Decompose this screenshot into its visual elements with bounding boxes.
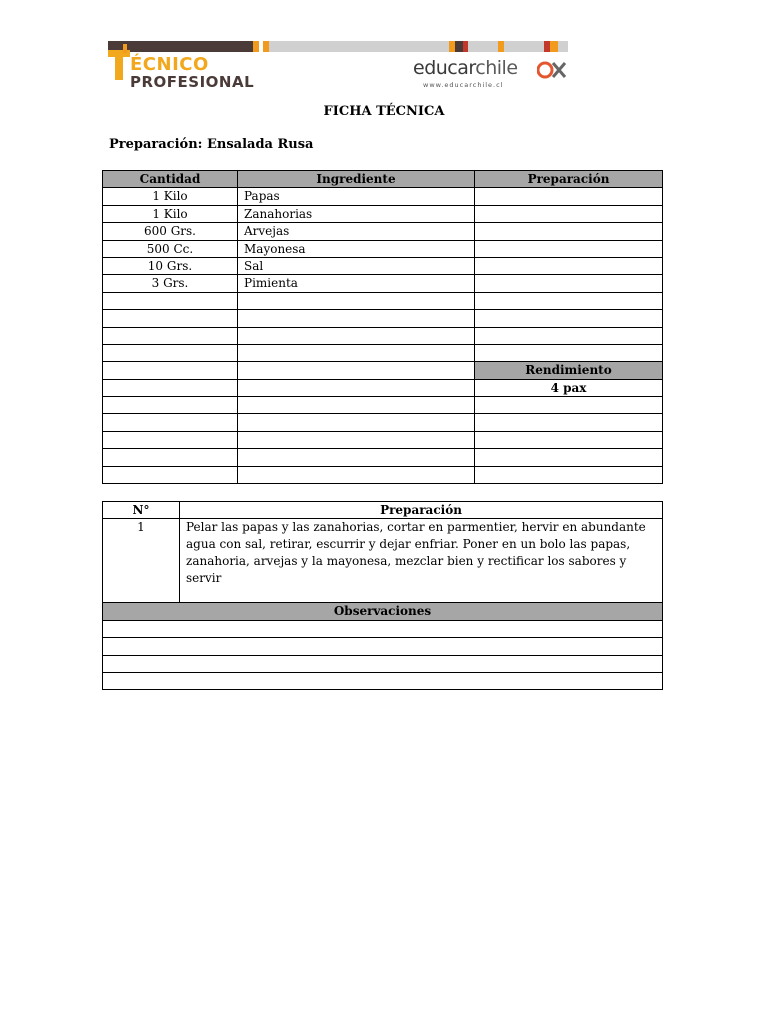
ingredient-cell: Zanahorias [238, 205, 475, 222]
empty-cell [475, 257, 663, 274]
yield-label-cell: Rendimiento [475, 362, 663, 379]
banner-stripe [455, 41, 463, 52]
step-text-cell: Pelar las papas y las zanahorias, cortar en parmentier, hervir en abundante agua con sal, retirar, escurrir y dejar enfriar. Poner en un bolo las papas, zanahoria, arvejas y la mayonesa, mezclar bien y rectificar los sabores y servir [180, 519, 663, 603]
empty-cell [238, 327, 475, 344]
logo-profesional-text: PROFESIONAL [130, 73, 255, 91]
quantity-cell: 1 Kilo [103, 205, 238, 222]
quantity-cell: 1 Kilo [103, 188, 238, 205]
table-row [103, 466, 663, 483]
empty-cell [103, 672, 663, 689]
empty-cell [475, 188, 663, 205]
empty-cell [238, 397, 475, 414]
ingredient-cell: Mayonesa [238, 240, 475, 257]
table-row [103, 292, 663, 309]
empty-cell [238, 344, 475, 361]
quantity-cell: 500 Cc. [103, 240, 238, 257]
educarchile-wordmark-part: chile [475, 57, 518, 79]
empty-cell [103, 620, 663, 637]
empty-cell [103, 638, 663, 655]
observation-row [103, 620, 663, 637]
empty-cell [238, 449, 475, 466]
steps-header-row [103, 502, 663, 519]
empty-cell [238, 362, 475, 379]
table-row [103, 257, 663, 274]
observations-header: Observaciones [103, 603, 663, 620]
column-header-number: N° [103, 502, 180, 519]
empty-cell [475, 327, 663, 344]
logo-tecnico-text: ÉCNICO [130, 54, 209, 75]
step-number-cell: 1 [103, 519, 180, 603]
empty-cell [103, 310, 238, 327]
educarchile-url: www.educarchile.cl [423, 81, 504, 89]
empty-cell [103, 655, 663, 672]
table-row [103, 362, 663, 379]
empty-cell [103, 327, 238, 344]
empty-cell [103, 449, 238, 466]
empty-cell [475, 344, 663, 361]
step-row [103, 519, 663, 603]
empty-cell [475, 310, 663, 327]
table-row [103, 240, 663, 257]
empty-cell [103, 379, 238, 396]
observations-header-row [103, 603, 663, 620]
empty-cell [475, 240, 663, 257]
column-header-preparacion: Preparación [180, 502, 663, 519]
column-header-preparacion: Preparación [475, 171, 663, 188]
empty-cell [238, 414, 475, 431]
table-row [103, 205, 663, 222]
table-row [103, 310, 663, 327]
educarchile-logo [413, 57, 568, 91]
observation-row [103, 672, 663, 689]
empty-cell [475, 205, 663, 222]
educarchile-wordmark [413, 57, 518, 79]
empty-cell [475, 466, 663, 483]
banner-stripe [504, 41, 544, 52]
ingredient-cell: Papas [238, 188, 475, 205]
header-banner [108, 41, 568, 93]
observation-row [103, 655, 663, 672]
empty-cell [475, 397, 663, 414]
empty-cell [103, 362, 238, 379]
empty-cell [475, 449, 663, 466]
table-row [103, 344, 663, 361]
banner-stripe [550, 41, 558, 52]
empty-cell [238, 310, 475, 327]
empty-cell [238, 466, 475, 483]
quantity-cell: 10 Grs. [103, 257, 238, 274]
column-header-cantidad: Cantidad [103, 171, 238, 188]
empty-cell [103, 397, 238, 414]
empty-cell [103, 292, 238, 309]
empty-cell [103, 414, 238, 431]
empty-cell [103, 344, 238, 361]
yield-value-cell: 4 pax [475, 379, 663, 396]
observation-row [103, 638, 663, 655]
banner-stripe [269, 41, 449, 52]
table-row [103, 449, 663, 466]
empty-cell [238, 431, 475, 448]
ingredient-cell: Sal [238, 257, 475, 274]
table-row [103, 327, 663, 344]
empty-cell [475, 223, 663, 240]
ingredient-cell: Pimienta [238, 275, 475, 292]
ingredient-cell: Arvejas [238, 223, 475, 240]
empty-cell [475, 414, 663, 431]
ingredients-table [102, 170, 663, 484]
table-row [103, 397, 663, 414]
empty-cell [238, 292, 475, 309]
empty-cell [103, 431, 238, 448]
table-row [103, 275, 663, 292]
table-row [103, 414, 663, 431]
table-row [103, 223, 663, 240]
empty-cell [475, 292, 663, 309]
empty-cell [103, 466, 238, 483]
preparation-heading: Preparación: Ensalada Rusa [109, 137, 314, 152]
banner-stripe [558, 41, 568, 52]
document-title: FICHA TÉCNICA [323, 104, 445, 119]
tecnico-t-mark-icon [108, 42, 130, 82]
table-row [103, 188, 663, 205]
empty-cell [475, 431, 663, 448]
table-row [103, 431, 663, 448]
quantity-cell: 600 Grs. [103, 223, 238, 240]
tecnico-profesional-logo [108, 52, 278, 92]
table-row [103, 379, 663, 396]
empty-cell [238, 379, 475, 396]
educarchile-arrow-icon [537, 60, 567, 80]
preparation-steps-table [102, 501, 663, 690]
column-header-ingrediente: Ingrediente [238, 171, 475, 188]
quantity-cell: 3 Grs. [103, 275, 238, 292]
educarchile-wordmark-part: educar [413, 57, 476, 79]
banner-stripe [468, 41, 498, 52]
ingredients-header-row [103, 171, 663, 188]
empty-cell [475, 275, 663, 292]
